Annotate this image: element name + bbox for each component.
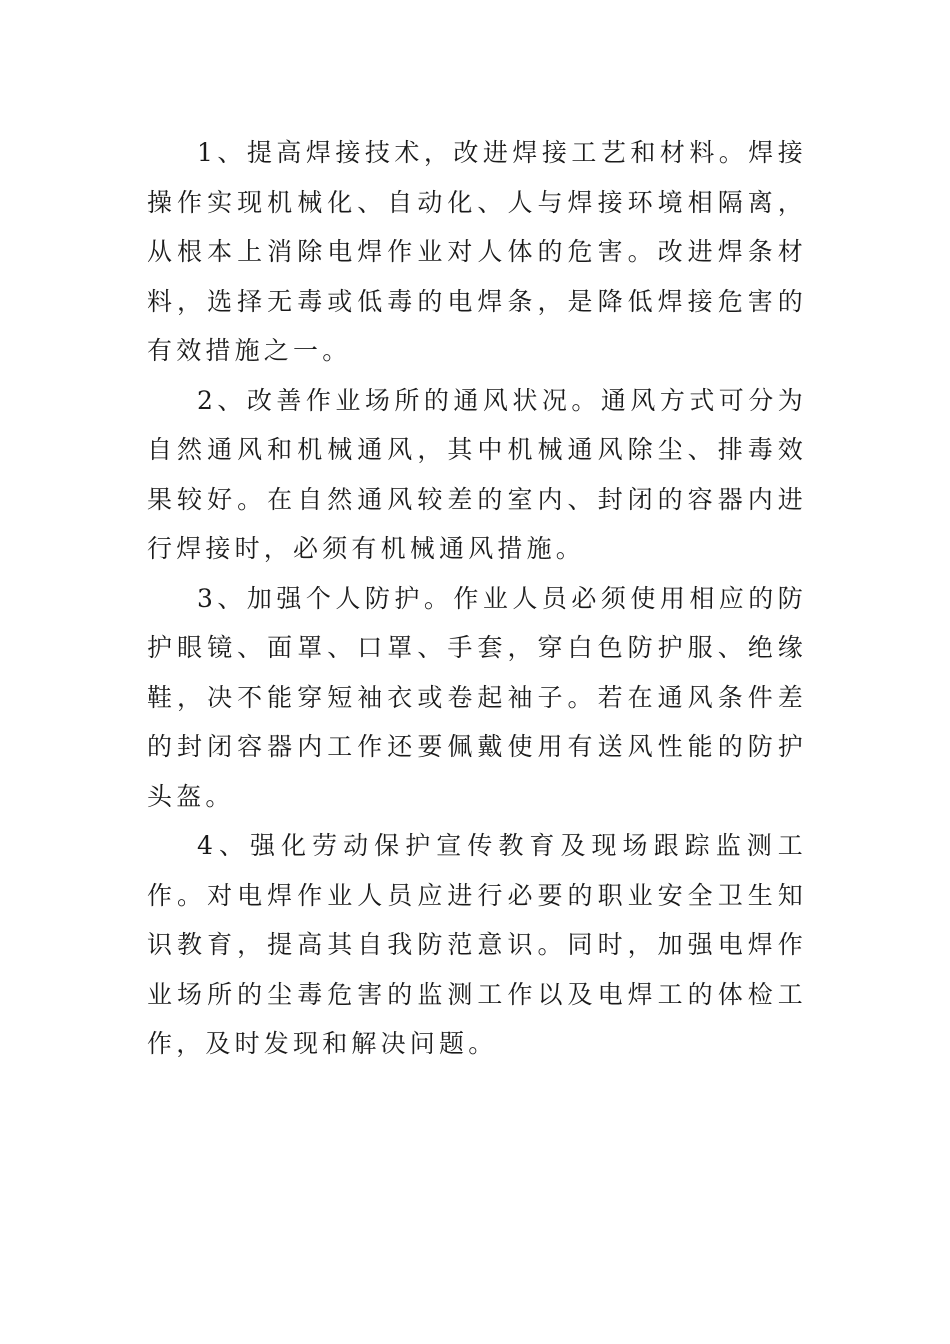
paragraph-4: 4、强化劳动保护宣传教育及现场跟踪监测工作。对电焊作业人员应进行必要的职业安全卫生知识教育，提高其自我防范意识。同时，加强电焊作业场所的尘毒危害的监测工作以及电焊工的体检工作，及时发现和解决问题。 xyxy=(147,831,807,1058)
paragraph-3: 3、加强个人防护。作业人员必须使用相应的防护眼镜、面罩、口罩、手套，穿白色防护服、绝缘鞋，决不能穿短袖衣或卷起袖子。若在通风条件差的封闭容器内工作还要佩戴使用有送风性能的防护头盔。 xyxy=(147,583,807,811)
document-body xyxy=(147,128,807,1069)
paragraph-1: 1、提高焊接技术，改进焊接工艺和材料。焊接操作实现机械化、自动化、人与焊接环境相隔离，从根本上消除电焊作业对人体的危害。改进焊条材料，选择无毒或低毒的电焊条，是降低焊接危害的有效措施之一。 xyxy=(147,138,807,365)
paragraph-2: 2、改善作业场所的通风状况。通风方式可分为自然通风和机械通风，其中机械通风除尘、排毒效果较好。在自然通风较差的室内、封闭的容器内进行焊接时，必须有机械通风措施。 xyxy=(147,385,807,563)
